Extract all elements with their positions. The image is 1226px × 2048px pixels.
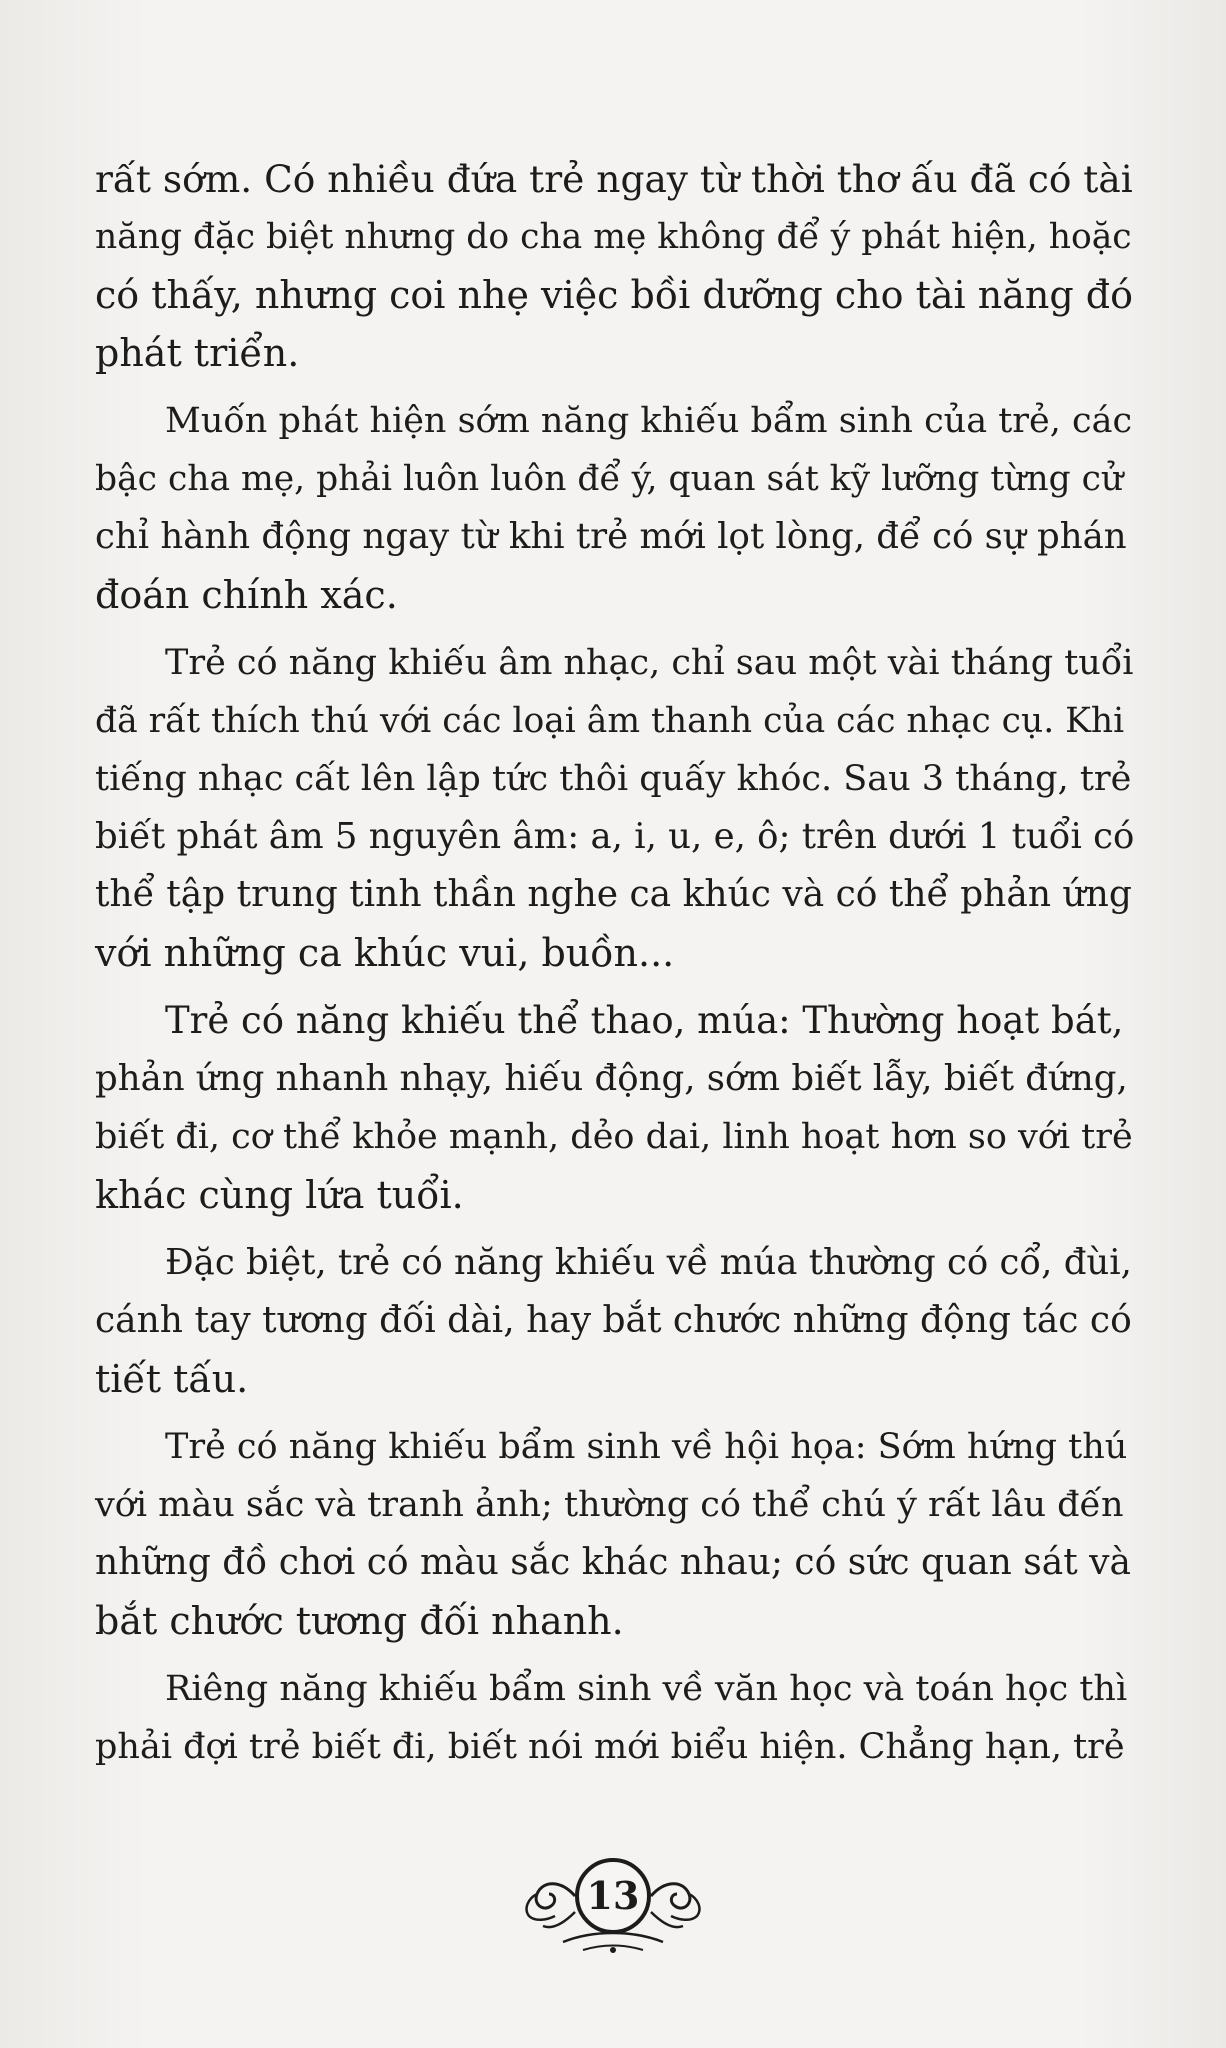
- paragraph: [95, 150, 1133, 382]
- text-line: tiết tấu.: [95, 1357, 249, 1401]
- paragraph: [95, 1234, 1132, 1408]
- text-line: rất sớm. Có nhiều đứa trẻ ngay từ thời thơ ấu đã có tài: [95, 157, 1133, 201]
- text-line: biết phát âm 5 nguyên âm: a, i, u, e, ô; trên dưới 1 tuổi có: [95, 816, 1135, 857]
- text-line: phát triển.: [95, 331, 300, 375]
- text-line: phản ứng nhanh nhạy, hiếu động, sớm biết lẫy, biết đứng,: [95, 1058, 1128, 1099]
- text-line: Riêng năng khiếu bẩm sinh về văn học và toán học thì: [165, 1669, 1128, 1709]
- text-line: với những ca khúc vui, buồn...: [95, 931, 675, 975]
- paragraph: [95, 634, 1135, 982]
- text-line: năng đặc biệt nhưng do cha mẹ không để ý phát hiện, hoặc: [95, 217, 1132, 257]
- text-line: Trẻ có năng khiếu âm nhạc, chỉ sau một vài tháng tuổi: [165, 643, 1134, 683]
- text-line: Trẻ có năng khiếu thể thao, múa: Thường hoạt bát,: [165, 999, 1124, 1042]
- text-line: cánh tay tương đối dài, hay bắt chước những động tác có: [95, 1300, 1132, 1341]
- body-text: [95, 150, 1135, 1786]
- text-line: đã rất thích thú với các loại âm thanh của các nhạc cụ. Khi: [95, 701, 1125, 741]
- paragraph: [95, 992, 1133, 1224]
- text-line: khác cùng lứa tuổi.: [95, 1173, 464, 1217]
- paragraph: [95, 1418, 1131, 1650]
- page-number: 13: [575, 1858, 651, 1934]
- text-line: những đồ chơi có màu sắc khác nhau; có sức quan sát và: [95, 1542, 1131, 1583]
- page-number-ornament: [513, 1850, 713, 1960]
- text-line: biết đi, cơ thể khỏe mạnh, dẻo dai, linh hoạt hơn so với trẻ: [95, 1117, 1133, 1157]
- text-line: Muốn phát hiện sớm năng khiếu bẩm sinh của trẻ, các: [165, 401, 1133, 441]
- text-line: đoán chính xác.: [95, 573, 398, 617]
- text-line: Trẻ có năng khiếu bẩm sinh về hội họa: Sớm hứng thú: [165, 1427, 1128, 1467]
- text-line: phải đợi trẻ biết đi, biết nói mới biểu hiện. Chẳng hạn, trẻ: [95, 1727, 1125, 1767]
- text-line: Đặc biệt, trẻ có năng khiếu về múa thường có cổ, đùi,: [165, 1242, 1132, 1283]
- text-line: chỉ hành động ngay từ khi trẻ mới lọt lòng, để có sự phán: [95, 516, 1127, 557]
- text-line: bắt chước tương đối nhanh.: [95, 1599, 624, 1643]
- text-line: có thấy, nhưng coi nhẹ việc bồi dưỡng cho tài năng đó: [95, 273, 1133, 317]
- text-line: với màu sắc và tranh ảnh; thường có thể chú ý rất lâu đến: [95, 1485, 1124, 1525]
- text-line: thể tập trung tinh thần nghe ca khúc và có thể phản ứng: [95, 874, 1132, 915]
- paragraph: [95, 392, 1133, 624]
- text-line: bậc cha mẹ, phải luôn luôn để ý, quan sát kỹ lưỡng từng cử: [95, 459, 1124, 499]
- text-line: tiếng nhạc cất lên lập tức thôi quấy khóc. Sau 3 tháng, trẻ: [95, 759, 1132, 799]
- paragraph: [95, 1660, 1128, 1776]
